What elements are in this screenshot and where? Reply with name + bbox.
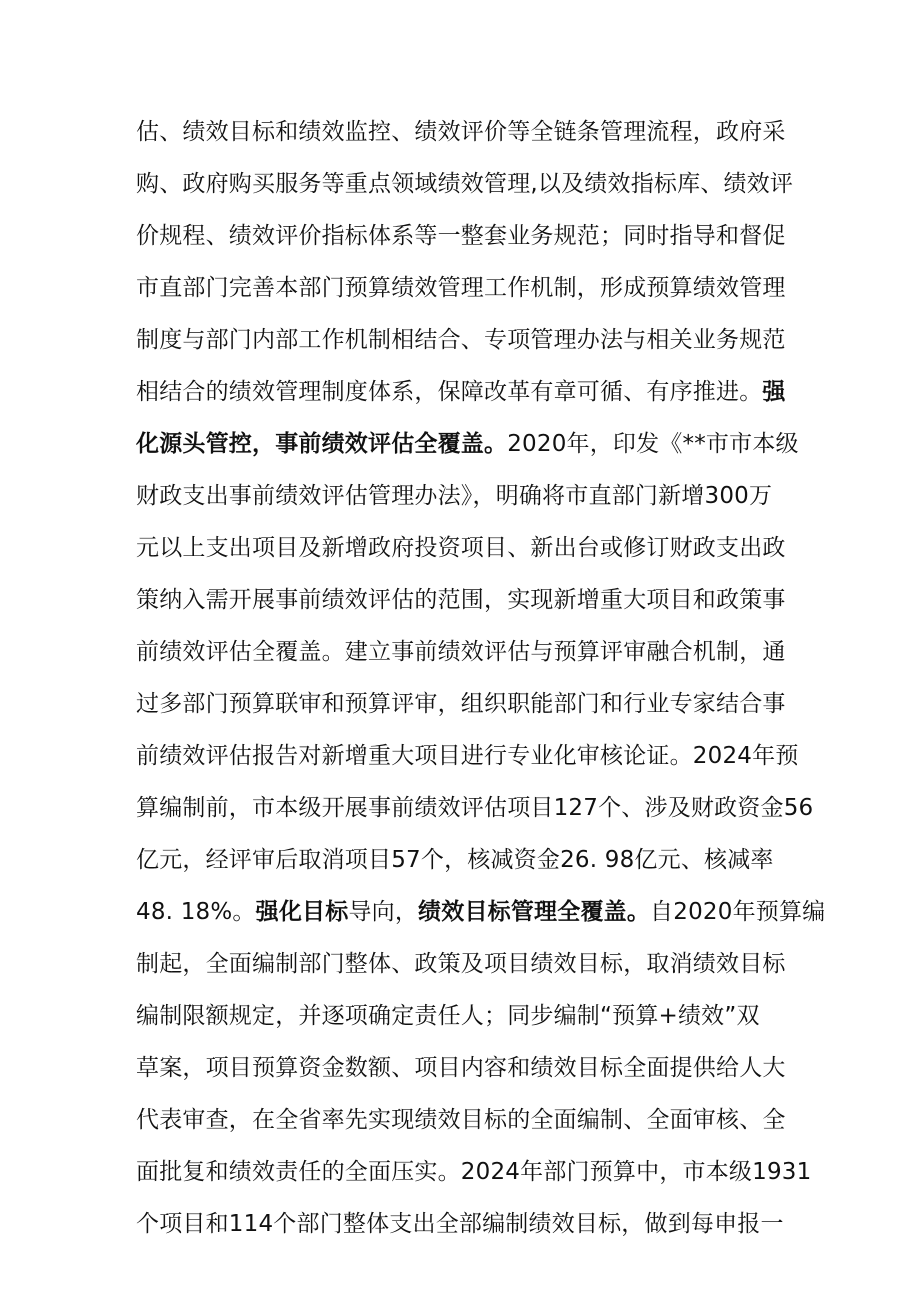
text-line — [136, 678, 796, 730]
body-text: 制起，全面编制部门整体、政策及项目绩效目标，取消绩效目标 — [136, 951, 786, 977]
body-text: 策纳入需开展事前绩效评估的范围，实现新增重大项目和政策事 — [136, 587, 786, 613]
body-text: 2020年，印发《**市市本级 — [507, 431, 799, 457]
text-line — [136, 106, 796, 158]
body-text: 制度与部门内部工作机制相结合、专项管理办法与相关业务规范 — [136, 327, 786, 353]
text-line — [136, 834, 796, 886]
text-line — [136, 626, 796, 678]
bold-heading-text: 绩效目标管理全覆盖。 — [418, 899, 651, 925]
body-text: 编制限额规定，并逐项确定责任人；同步编制“预算+绩效”双 — [136, 1003, 760, 1029]
body-text: 元以上支出项目及新增政府投资项目、新出台或修订财政支出政 — [136, 535, 786, 561]
text-line — [136, 262, 796, 314]
text-line — [136, 1198, 796, 1250]
body-text: 亿元，经评审后取消项目57个，核减资金26. 98亿元、核减率 — [136, 847, 774, 873]
body-text: 相结合的绩效管理制度体系，保障改革有章可循、有序推进。 — [136, 379, 763, 405]
text-line — [136, 1146, 812, 1198]
text-line — [136, 730, 799, 782]
text-line — [136, 210, 796, 262]
text-line — [136, 938, 796, 990]
text-line — [136, 1042, 796, 1094]
body-text: 自2020年预算编 — [650, 899, 826, 925]
body-text: 代表审查，在全省率先实现绩效目标的全面编制、全面审核、全 — [136, 1107, 786, 1133]
text-line — [136, 522, 796, 574]
bold-heading-text: 强化目标 — [255, 899, 349, 925]
body-text: 估、绩效目标和绩效监控、绩效评价等全链条管理流程，政府采 — [136, 119, 786, 145]
text-line — [136, 1094, 796, 1146]
text-line — [136, 366, 796, 418]
body-text: 前绩效评估全覆盖。建立事前绩效评估与预算评审融合机制，通 — [136, 639, 786, 665]
text-line — [136, 470, 796, 522]
text-line — [136, 886, 826, 938]
text-line — [136, 314, 796, 366]
body-text: 财政支出事前绩效评估管理办法》，明确将市直部门新增300万 — [136, 483, 773, 509]
bold-heading-text: 化源头管控，事前绩效评估全覆盖。 — [136, 431, 508, 457]
text-line — [136, 158, 796, 210]
body-text: 导向， — [348, 899, 419, 925]
body-text: 面批复和绩效责任的全面压实。2024年部门预算中，市本级1931 — [136, 1159, 812, 1185]
body-text: 市直部门完善本部门预算绩效管理工作机制，形成预算绩效管理 — [136, 275, 786, 301]
text-line — [136, 782, 814, 834]
body-text: 过多部门预算联审和预算评审，组织职能部门和行业专家结合事 — [136, 691, 786, 717]
body-text: 48. 18%。 — [136, 899, 256, 925]
body-paragraph — [136, 106, 826, 1250]
bold-heading-text: 强 — [762, 379, 786, 405]
text-line — [136, 574, 796, 626]
body-text: 个项目和114个部门整体支出全部编制绩效目标，做到每申报一 — [136, 1211, 784, 1237]
body-text: 购、政府购买服务等重点领域绩效管理,以及绩效指标库、绩效评 — [136, 171, 794, 197]
body-text: 前绩效评估报告对新增重大项目进行专业化审核论证。2024年预 — [136, 743, 799, 769]
body-text: 算编制前，市本级开展事前绩效评估项目127个、涉及财政资金56 — [136, 795, 814, 821]
body-text: 价规程、绩效评价指标体系等一整套业务规范；同时指导和督促 — [136, 223, 786, 249]
text-line — [136, 990, 796, 1042]
body-text: 草案，项目预算资金数额、项目内容和绩效目标全面提供给人大 — [136, 1055, 786, 1081]
text-line — [136, 418, 799, 470]
